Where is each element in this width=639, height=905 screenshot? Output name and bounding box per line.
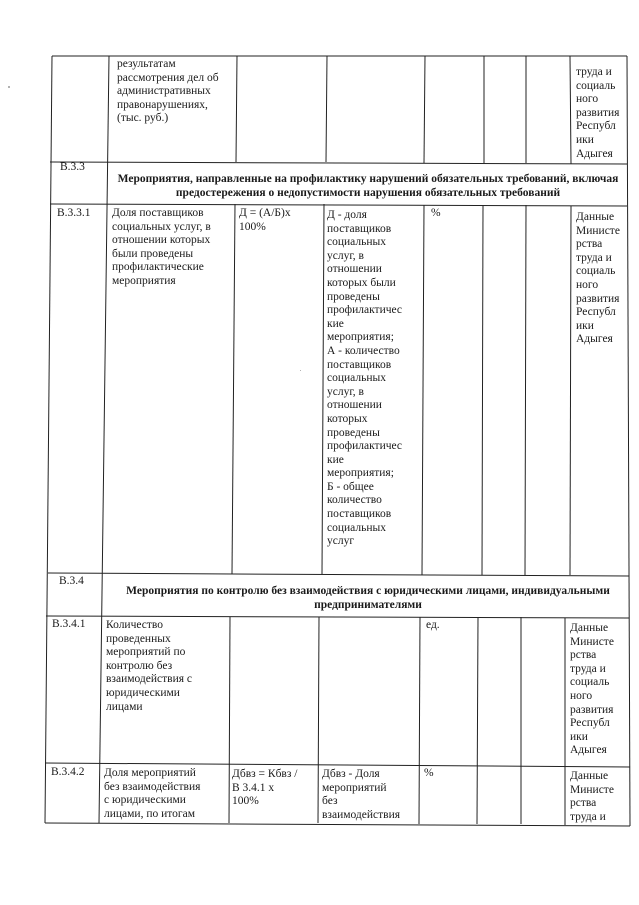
- top-row-indicator: результатам рассмотрения дел об административных правонарушениях, (тыс. руб.): [117, 58, 219, 125]
- source-b3342: Данные Министе рства труда и: [570, 770, 614, 823]
- row-code-b3342: В.3.4.2: [51, 766, 85, 778]
- indicator-b3341: Количество проведенных мероприятий по контролю без взаимодействия с юридическими лицами: [106, 619, 193, 713]
- indicator-b3342: Доля мероприятий без взаимодействия с юридическими лицами, по итогам: [104, 767, 201, 820]
- formula-b3342: Дбвз = Кбвз / В 3.4.1 х 100%: [232, 768, 298, 808]
- formula-b3331: Д = (А/Б)х 100%: [239, 207, 291, 233]
- unit-b3341: ед.: [426, 619, 440, 631]
- scan-speck: [8, 86, 10, 88]
- row-code-b3331: В.3.3.1: [57, 207, 91, 219]
- row-code-b3341: В.3.4.1: [52, 618, 86, 630]
- source-b3331: Данные Министе рства труда и социаль ного развития Республ ики Адыгея: [576, 211, 620, 346]
- row-code-b334: В.3.4: [59, 575, 84, 587]
- variables-b3342: Дбвз - Доля мероприятий без взаимодействия: [322, 768, 401, 821]
- unit-b3331: %: [431, 207, 441, 219]
- unit-b3342: %: [424, 767, 434, 779]
- top-row-source: труда и социаль ного развития Республ ики Адыгея: [576, 66, 620, 160]
- row-code-b333: В.3.3: [60, 161, 85, 173]
- section-heading-b334: Мероприятия по контролю без взаимодействия с юридическими лицами, индивидуальными предпринимателями: [126, 585, 610, 611]
- scan-speck: [300, 370, 301, 371]
- indicator-b3331: Доля поставщиков социальных услуг, в отношении которых были проведены профилактические мероприятия: [112, 207, 211, 287]
- variables-b3331: Д - доля поставщиков социальных услуг, в отношении которых были проведены профилактичес кие мероприятия; А - количество поставщиков социальных услуг, в отношении которых проведены профилактичес кие мероприятия; Б - общее количество поставщиков социальных услуг: [327, 209, 402, 548]
- section-heading-b333: Мероприятия, направленные на профилактику нарушений обязательных требований, включая предостережения о недопустимости нарушения обязательных требований: [117, 173, 619, 199]
- source-b3341: Данные Министе рства труда и социаль ного развития Республ ики Адыгея: [570, 622, 614, 757]
